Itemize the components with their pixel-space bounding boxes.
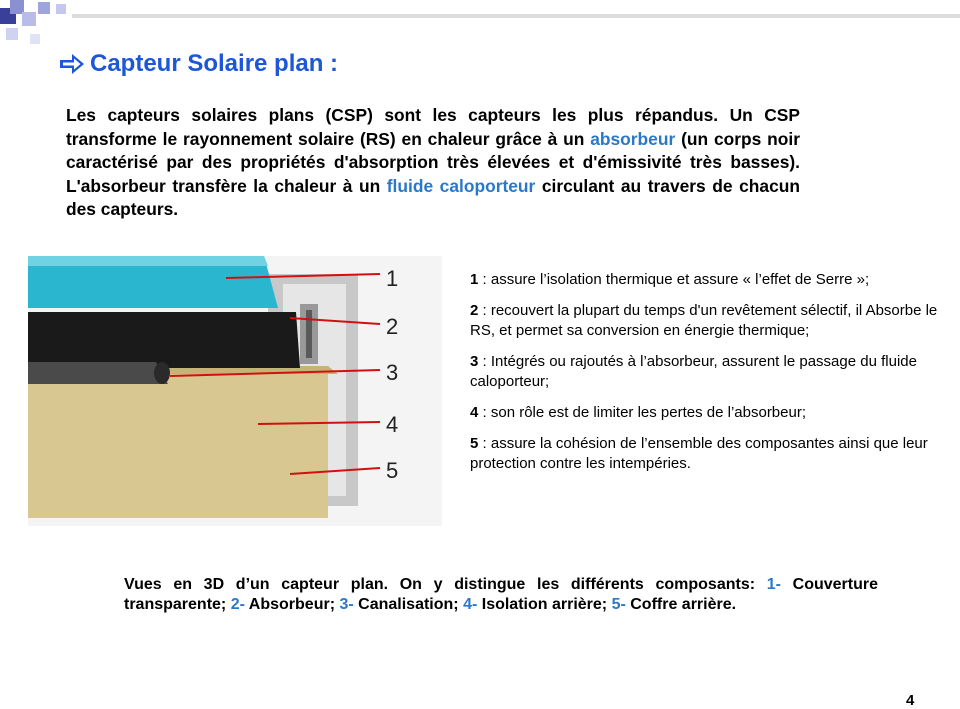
arrow-right-icon (58, 52, 86, 76)
solar-collector-diagram (28, 256, 442, 526)
legend-item-4: 4 : son rôle est de limiter les pertes de l’absorbeur; (470, 404, 806, 421)
intro-paragraph: Les capteurs solaires plans (CSP) sont les capteurs les plus répandus. Un CSP transforme le rayonnement solaire (RS) en chaleur grâce à un absorbeur (un corps noir caractérisé par des propriétés d'absorption très élevées et d'émissivité très basses). L'absorbeur transfère la chaleur à un fluide caloporteur circulant au travers de chacun des capteurs. (66, 105, 800, 219)
legend-item-1: 1 : assure l’isolation thermique et assure « l’effet de Serre »; (470, 271, 870, 288)
callout-label-4: 4 (386, 412, 399, 437)
legend-item-2: 2 : recouvert la plupart du temps d'un revêtement sélectif, il Absorbe le RS, et permet sa conversion en énergie thermique; (470, 302, 938, 339)
callout-label-1: 1 (386, 266, 399, 291)
component-legend (470, 270, 940, 485)
term-fluide-caloporteur: fluide caloporteur (386, 175, 536, 196)
page-number: 4 (906, 692, 915, 709)
callout-label-3: 3 (386, 360, 399, 385)
title-text: Capteur Solaire plan : (90, 50, 339, 77)
callout-label-2: 2 (386, 314, 399, 339)
legend-item-5: 5 : assure la cohésion de l’ensemble des composantes ainsi que leur protection contre les intempéries. (470, 435, 928, 472)
figure-caption: Vues en 3D d’un capteur plan. On y distingue les différents composants: 1- Couverture transparente; 2- Absorbeur; 3- Canalisation; 4- Isolation arrière; 5- Coffre arrière. (124, 576, 879, 613)
term-absorbeur: absorbeur (590, 128, 676, 149)
legend-item-3: 3 : Intégrés ou rajoutés à l’absorbeur, assurent le passage du fluide caloporteur; (470, 353, 917, 390)
callout-label-5: 5 (386, 458, 399, 483)
slide-title (58, 46, 338, 82)
